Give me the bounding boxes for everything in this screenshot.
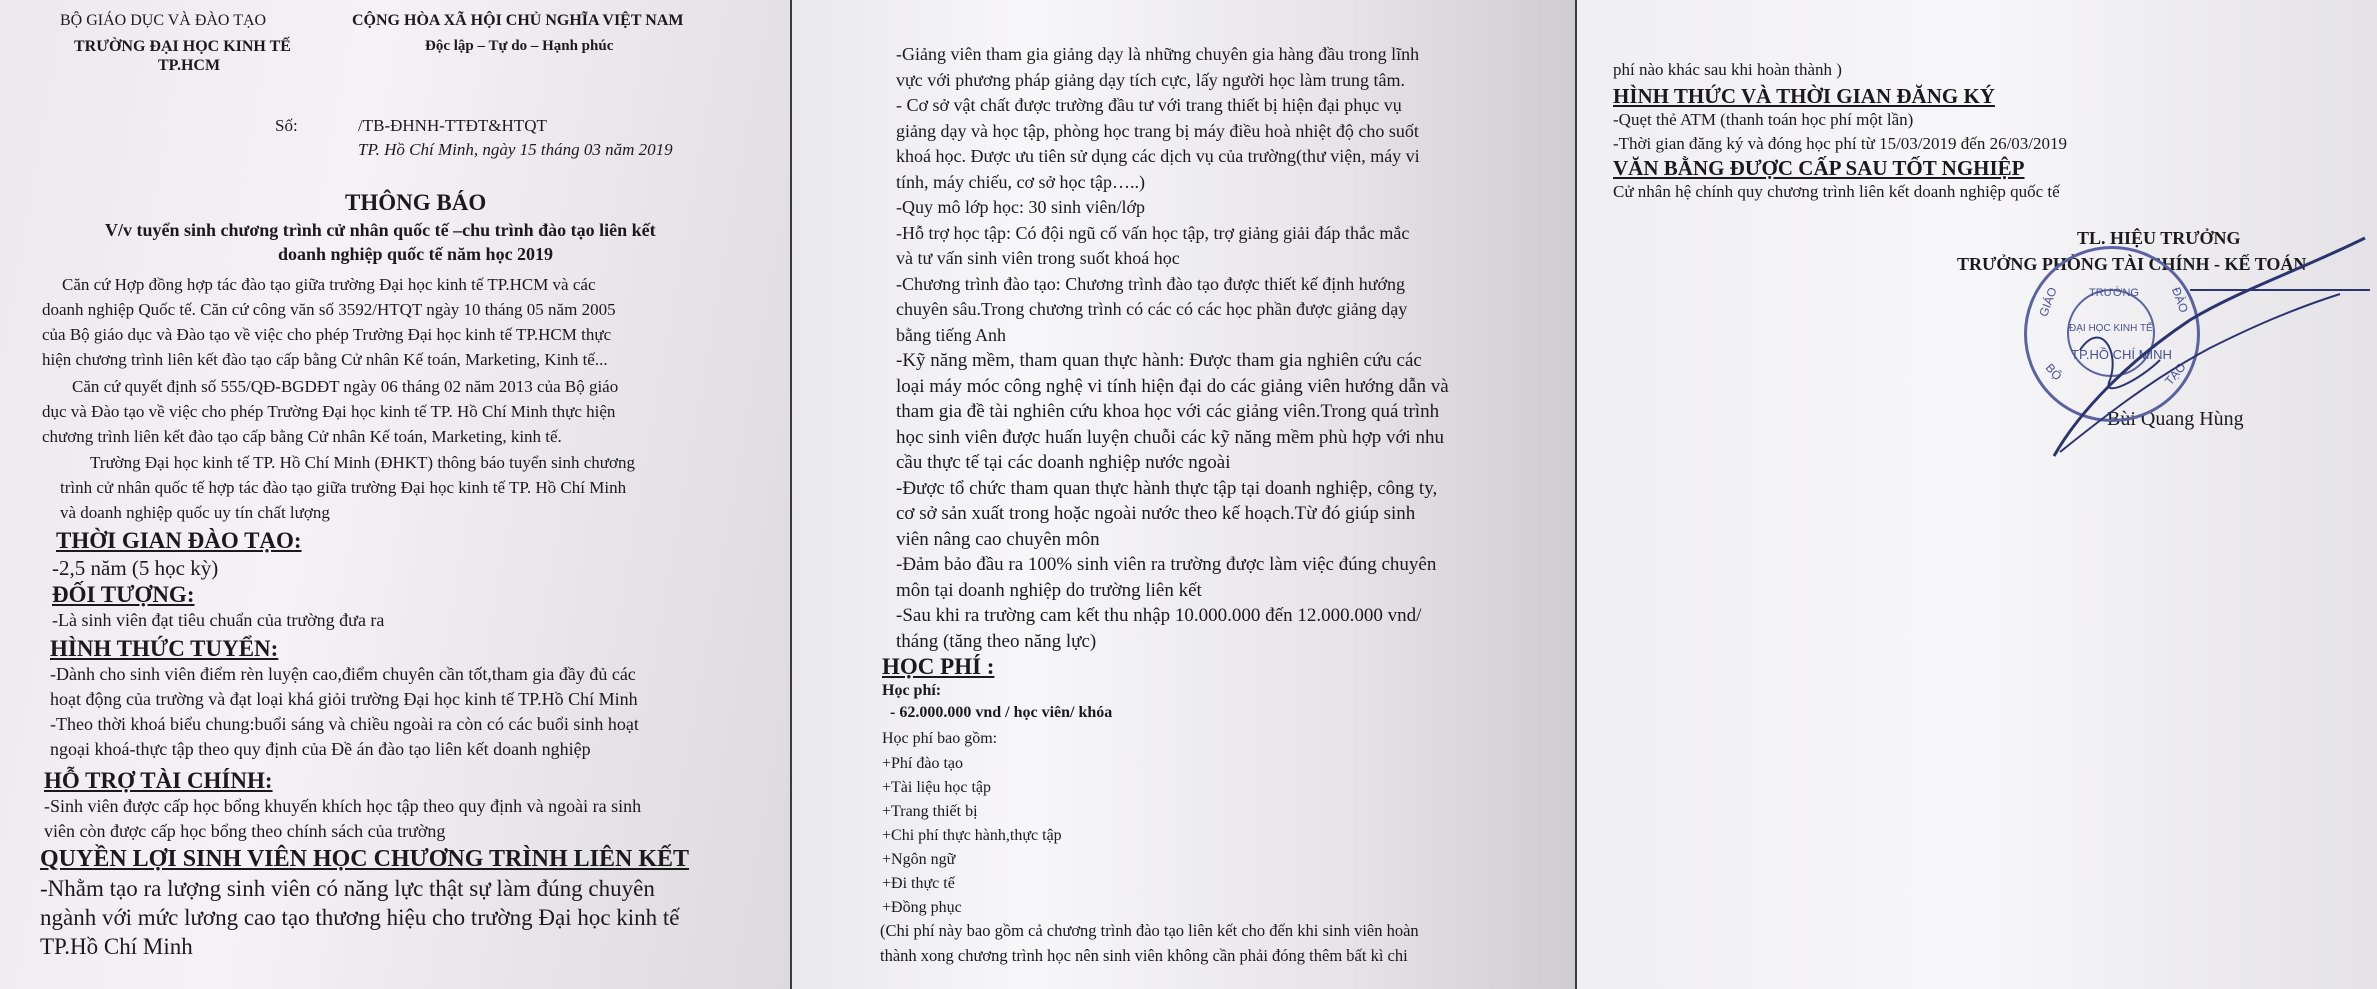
section-student-rights: QUYỀN LỢI SINH VIÊN HỌC CHƯƠNG TRÌNH LIÊN KẾT	[40, 846, 690, 872]
text-line: Trường Đại học kinh tế TP. Hồ Chí Minh (ĐHKT) thông báo tuyển sinh chương	[90, 453, 635, 472]
republic-name: CỘNG HÒA XÃ HỘI CHỦ NGHĨA VIỆT NAM	[352, 12, 684, 29]
section-degree: VĂN BẰNG ĐƯỢC CẤP SAU TỐT NGHIỆP	[1613, 156, 2025, 180]
section-financial-support: HỖ TRỢ TÀI CHÍNH:	[44, 768, 273, 793]
text-line: của Bộ giáo dục và Đào tạo về việc cho phép Trường Đại học kinh tế TP.HCM thực	[42, 325, 612, 344]
text-line: -Thời gian đăng ký và đóng học phí từ 15/03/2019 đến 26/03/2019	[1613, 134, 2068, 153]
text-line: thành xong chương trình học nên sinh viên không cần phải đóng thêm bất kì chi	[880, 946, 1408, 965]
seal-text: GIÁO	[2036, 285, 2060, 319]
text-line: học sinh viên được huấn luyện chuỗi các kỹ năng mềm phù hợp với nhu	[896, 426, 1445, 448]
training-time-value: -2,5 năm (5 học kỳ)	[52, 556, 219, 580]
tuition-label: Học phí:	[882, 682, 942, 699]
tuition-note	[880, 918, 1419, 968]
signatory-title-1: TL. HIỆU TRƯỞNG	[2077, 228, 2241, 248]
seal-text: TP.HỒ CHÍ MINH	[2071, 347, 2172, 362]
tuition-includes-label: Học phí bao gồm:	[882, 730, 998, 747]
seal-text: ĐẠI HỌC KINH TẾ	[2069, 323, 2153, 334]
place-date: TP. Hồ Chí Minh, ngày 15 tháng 03 năm 2019	[358, 140, 673, 159]
list-item: +Trang thiết bị	[882, 803, 978, 820]
list-item: +Đi thực tế	[882, 875, 955, 892]
financial-support-lines	[44, 794, 641, 844]
target-value: -Là sinh viên đạt tiêu chuẩn của trường đưa ra	[52, 610, 385, 630]
text-line: -Sinh viên được cấp học bổng khuyến khích học tập theo quy định và ngoài ra sinh	[44, 796, 642, 816]
seal-text: TẠO	[2162, 360, 2189, 388]
text-line: chương trình liên kết đào tạo cấp bằng Cử nhân Kế toán, Marketing, kinh tế.	[42, 427, 562, 446]
paragraph-3	[60, 450, 635, 525]
notice-title: THÔNG BÁO	[345, 190, 487, 215]
text-line: - Cơ sở vật chất được trường đầu tư với trang thiết bị hiện đại phục vụ	[896, 95, 1402, 115]
list-item: +Ngôn ngữ	[882, 851, 956, 868]
document-number: /TB-ĐHNH-TTĐT&HTQT	[358, 116, 547, 135]
section-tuition: HỌC PHÍ :	[882, 654, 995, 679]
text-line: tham gia đề tài nghiên cứu khoa học với các giảng viên.Trong quá trình	[896, 401, 1440, 422]
signatory-title-2: TRƯỞNG PHÒNG TÀI CHÍNH - KẾ TOÁN	[1957, 254, 2307, 274]
text-line: bằng tiếng Anh	[896, 324, 1006, 345]
section-target: ĐỐI TƯỢNG:	[52, 582, 195, 607]
text-line: và doanh nghiệp quốc uy tín chất lượng	[60, 503, 330, 522]
text-line: -Quẹt thẻ ATM (thanh toán học phí một lần)	[1613, 110, 1914, 129]
text-line: viên nâng cao chuyên môn	[896, 528, 1100, 550]
text-line: -Giảng viên tham gia giảng dạy là những chuyên gia hàng đầu trong lĩnh	[896, 44, 1420, 64]
signatory-name: Bùi Quang Hùng	[2107, 408, 2244, 430]
text-line: cơ sở sản xuất trong hoặc ngoài nước theo kế hoạch.Từ đó giúp sinh	[896, 503, 1416, 524]
text-line: loại máy móc công nghệ vi tính hiện đại do các giảng viên hướng dẫn và	[896, 375, 1449, 397]
national-motto: Độc lập – Tự do – Hạnh phúc	[425, 38, 614, 54]
text-line: -Dành cho sinh viên điểm rèn luyện cao,điểm chuyên cần tốt,tham gia đầy đủ các	[50, 664, 636, 684]
list-item: +Đồng phục	[882, 899, 962, 916]
text-line: -Đảm bảo đầu ra 100% sinh viên ra trường được làm việc đúng chuyên	[896, 554, 1437, 575]
tuition-note-continued: phí nào khác sau khi hoàn thành )	[1613, 60, 1842, 79]
registration-lines	[1613, 108, 2067, 156]
seal-text: ĐÀO	[2168, 285, 2192, 315]
school-name-line1: TRƯỜNG ĐẠI HỌC KINH TẾ	[74, 38, 291, 55]
program-benefits-lines	[896, 42, 1449, 654]
text-line: viên còn được cấp học bổng theo chính sách của trường	[44, 821, 446, 841]
text-line: hoạt động của trường và đạt loại khá giỏi trường Đại học kinh tế TP.Hồ Chí Minh	[50, 689, 638, 709]
text-line: tính, máy chiếu, cơ sở học tập…..)	[896, 171, 1145, 192]
admission-form-lines	[50, 662, 639, 762]
document-page-3	[1577, 0, 2377, 989]
ministry-name: BỘ GIÁO DỤC VÀ ĐÀO TẠO	[60, 12, 267, 29]
seal-text: BỘ	[2042, 360, 2065, 384]
list-item: +Tài liệu học tập	[882, 779, 991, 796]
paragraph-1	[42, 272, 616, 372]
text-line: -Sau khi ra trường cam kết thu nhập 10.000.000 đến 12.000.000 vnd/	[896, 605, 1422, 626]
document-page-2	[792, 0, 1575, 989]
list-item: +Chi phí thực hành,thực tập	[882, 827, 1062, 844]
text-line: cầu thực tế tại các doanh nghiệp nước ngoài	[896, 452, 1231, 473]
tuition-items	[882, 752, 1062, 920]
text-line: ngoại khoá-thực tập theo quy định của Đề án đào tạo liên kết doanh nghiệp	[50, 739, 591, 759]
text-line: ngành với mức lương cao tạo thương hiệu cho trường Đại học kinh tế	[40, 905, 680, 930]
seal-text: TRƯỜNG	[2089, 287, 2139, 299]
section-registration: HÌNH THỨC VÀ THỜI GIAN ĐĂNG KÝ	[1613, 84, 1995, 108]
text-line: vực với phương pháp giảng dạy tích cực, lấy người học làm trung tâm.	[896, 69, 1405, 90]
school-name-line2: TP.HCM	[158, 57, 221, 74]
list-item: +Phí đào tạo	[882, 755, 964, 772]
notice-subtitle-2: doanh nghiệp quốc tế năm học 2019	[278, 244, 554, 264]
text-line: -Hỗ trợ học tập: Có đội ngũ cố vấn học tập, trợ giảng giải đáp thắc mắc	[896, 222, 1410, 243]
section-admission-form: HÌNH THỨC TUYỂN:	[50, 636, 279, 661]
text-line: trình cử nhân quốc tế hợp tác đào tạo giữa trường Đại học kinh tế TP. Hồ Chí Minh	[60, 478, 627, 497]
text-line: -Theo thời khoá biểu chung:buổi sáng và chiều ngoài ra còn có các buổi sinh hoạt	[50, 714, 639, 734]
text-line: giảng dạy và học tập, phòng học trang bị máy điều hoà nhiệt độ cho suốt	[896, 120, 1419, 141]
text-line: doanh nghiệp Quốc tế. Căn cứ công văn số 3592/HTQT ngày 10 tháng 05 năm 2005	[42, 300, 616, 319]
paragraph-2	[42, 374, 619, 449]
text-line: môn tại doanh nghiệp do trường liên kết	[896, 579, 1202, 601]
text-line: (Chi phí này bao gồm cả chương trình đào tạo liên kết cho đến khi sinh viên hoàn	[880, 921, 1419, 940]
text-line: khoá học. Được ưu tiên sử dụng các dịch vụ của trường(thư viện, máy vi	[896, 146, 1420, 166]
document-page-1	[0, 0, 790, 989]
signature-scribble	[2040, 230, 2370, 470]
notice-subtitle-1: V/v tuyển sinh chương trình cử nhân quốc tế –chu trình đào tạo liên kết	[105, 220, 656, 240]
tuition-value: - 62.000.000 vnd / học viên/ khóa	[890, 704, 1113, 721]
student-rights-lines	[40, 874, 680, 961]
text-line: chuyên sâu.Trong chương trình có các có các học phần được giảng dạy	[896, 299, 1408, 319]
text-line: tháng (tăng theo năng lực)	[896, 630, 1097, 652]
text-line: hiện chương trình liên kết đào tạo cấp bằng Cử nhân Kế toán, Marketing, Kinh tế...	[42, 350, 608, 369]
text-line: dục và Đào tạo về việc cho phép Trường Đại học kinh tế TP. Hồ Chí Minh thực hiện	[42, 402, 616, 421]
text-line: Căn cứ Hợp đồng hợp tác đào tạo giữa trường Đại học kinh tế TP.HCM và các	[62, 275, 596, 294]
text-line: -Được tổ chức tham quan thực hành thực tập tại doanh nghiệp, công ty,	[896, 477, 1438, 499]
text-line: -Quy mô lớp học: 30 sinh viên/lớp	[896, 197, 1146, 217]
degree-description: Cử nhân hệ chính quy chương trình liên kết doanh nghiệp quốc tế	[1613, 182, 2060, 201]
text-line: -Nhằm tạo ra lượng sinh viên có năng lực thật sự làm đúng chuyên	[40, 876, 655, 901]
text-line: -Chương trình đào tạo: Chương trình đào tạo được thiết kế định hướng	[896, 273, 1406, 294]
text-line: Căn cứ quyết định số 555/QĐ-BGDĐT ngày 06 tháng 02 năm 2013 của Bộ giáo	[72, 377, 619, 396]
document-number-label: Số:	[275, 116, 298, 135]
text-line: TP.Hồ Chí Minh	[40, 934, 193, 959]
text-line: và tư vấn sinh viên trong suốt khoá học	[896, 248, 1180, 268]
text-line: -Kỹ năng mềm, tham quan thực hành: Được tham gia nghiên cứu các	[896, 350, 1422, 371]
section-training-time: THỜI GIAN ĐÀO TẠO:	[56, 528, 302, 553]
